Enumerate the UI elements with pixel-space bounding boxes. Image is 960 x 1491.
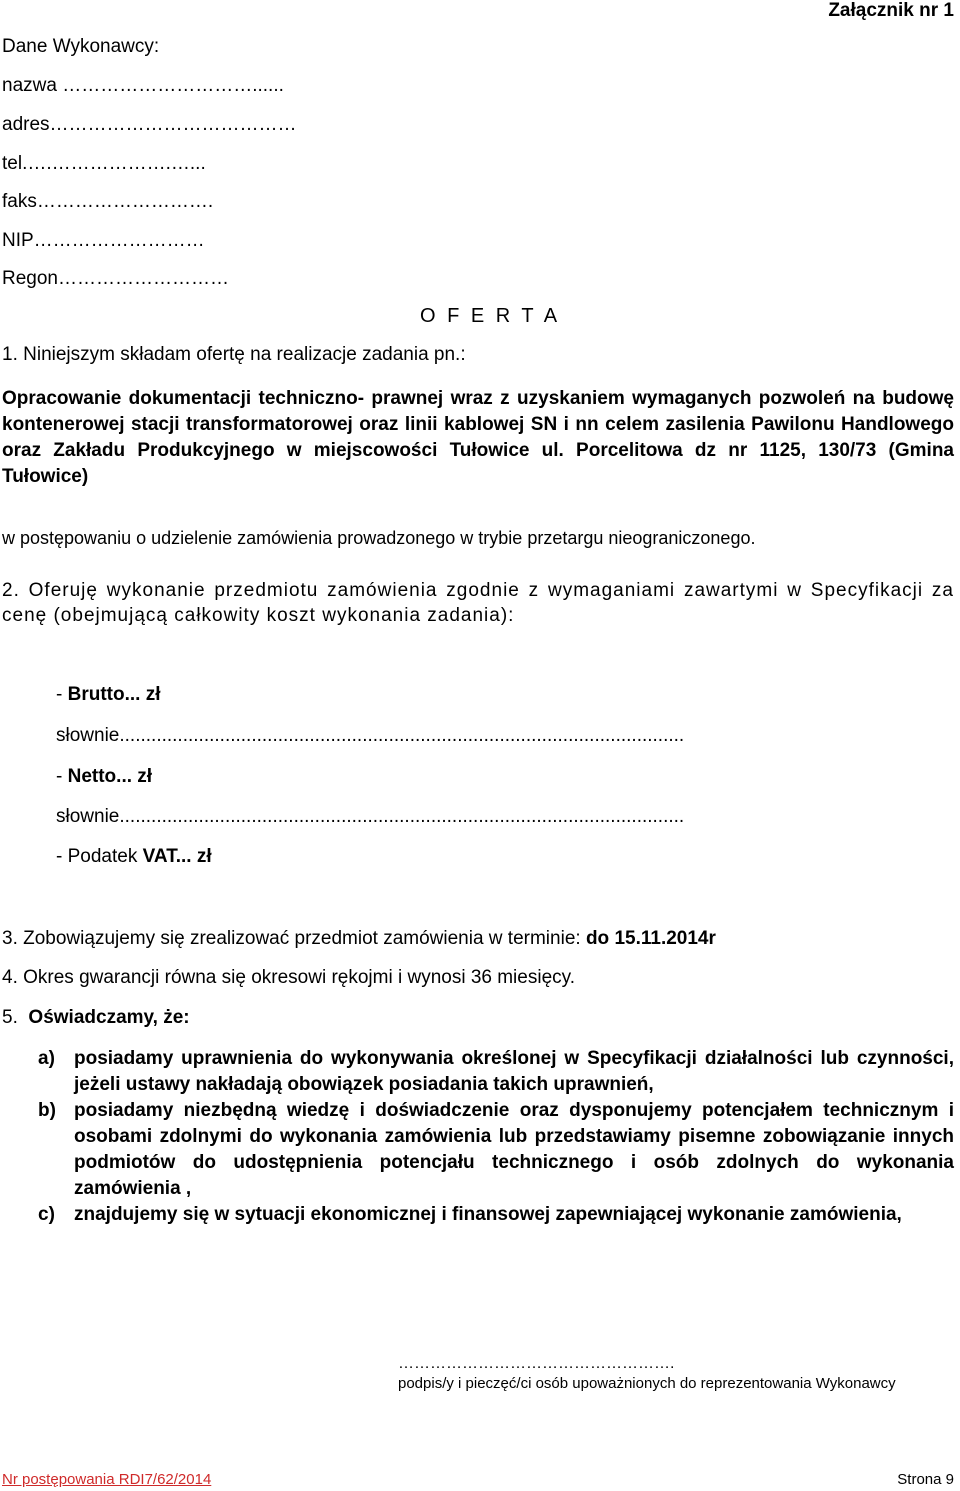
statement-text: posiadamy uprawnienia do wykonywania określonej w Specyfikacji działalności lub czynności, jeżeli ustawy nakładają obowiązek posiadania takich uprawnień, (74, 1048, 954, 1095)
vat-dash: - (56, 846, 63, 867)
statement-item (38, 1098, 954, 1202)
net-dots: ... zł (116, 766, 153, 787)
gross-label: Brutto (67, 684, 125, 705)
offer-item-3 (2, 928, 716, 950)
vat-dots: ... zł (175, 846, 212, 867)
item-5-number: 5. (2, 1007, 18, 1028)
statement-letter: b) (38, 1100, 56, 1121)
contractor-regon-line: Regon……………………… (2, 268, 229, 289)
footer-page-number: Strona 9 (897, 1471, 954, 1488)
net-price-line (56, 766, 152, 788)
offer-subject-text: Opracowanie dokumentacji techniczno- prawnej wraz z uzyskaniem wymaganych pozwoleń na budowę kontenerowej stacji transformatorowej oraz linii kablowej SN i nn celem zasilenia Pawilonu Handlowego oraz Zakładu Produkcyjnego w miejscowości Tułowice ul. Porcelitowa dz nr 1125, 130/73 (Gmina Tułowice) (2, 388, 954, 487)
item-3-date: do 15.11.2014r (585, 928, 716, 949)
signature-label: podpis/y i pieczęć/ci osób upoważnionych do reprezentowania Wykonawcy (398, 1375, 896, 1392)
contractor-fax-line: faks………………………. (2, 191, 214, 212)
net-label: Netto (67, 766, 117, 787)
item-3-text: 3. Zobowiązujemy się zrealizować przedmiot zamówienia w terminie: (2, 928, 581, 949)
statement-item (38, 1046, 954, 1098)
offer-title: O F E R T A (420, 305, 561, 327)
statement-text: znajdujemy się w sytuacji ekonomicznej i finansowej zapewniającej wykonanie zamówienia, (74, 1204, 902, 1225)
attachment-label: Załącznik nr 1 (828, 0, 954, 21)
statements-list (38, 1046, 954, 1228)
statement-letter: a) (38, 1048, 55, 1069)
gross-words-line: słownie........................................................................................................... (56, 725, 685, 746)
gross-dots: ... zł (124, 684, 161, 705)
gross-price-line (56, 684, 161, 706)
offer-item-2: 2. Oferuję wykonanie przedmiotu zamówienia zgodnie z wymaganiami zawartymi w Specyfikacji za cenę (obejmującą całkowity koszt wykonania zadania): (2, 580, 954, 626)
vat-price-line (56, 846, 212, 868)
offer-item-4: 4. Okres gwarancji równa się okresowi rękojmi i wynosi 36 miesięcy. (2, 967, 576, 988)
statement-letter: c) (38, 1204, 55, 1225)
contractor-phone-line: tel.….……………….…... (2, 153, 206, 174)
contractor-nip-line: NIP……………………… (2, 230, 205, 251)
offer-subject (2, 386, 954, 490)
offer-item-5 (2, 1007, 190, 1029)
contractor-heading: Dane Wykonawcy: (2, 36, 160, 57)
offer-procedure: w postępowaniu o udzielenie zamówienia prowadzonego w trybie przetargu nieograniczonego. (2, 528, 756, 548)
vat-label-bold: VAT (142, 846, 176, 867)
vat-label-normal: Podatek (67, 846, 138, 867)
gross-dash: - (56, 684, 63, 705)
statement-item (38, 1202, 954, 1228)
net-words-line: słownie........................................................................................................... (56, 806, 685, 827)
contractor-name-line: nazwa …………………………...... (2, 75, 284, 96)
contractor-address-line: adres………………………………… (2, 114, 297, 135)
offer-item-1: 1. Niniejszym składam ofertę na realizacje zadania pn.: (2, 344, 466, 365)
footer-reference-link[interactable]: Nr postępowania RDI7/62/2014 (2, 1471, 212, 1488)
item-5-label: Oświadczamy, że: (28, 1007, 190, 1028)
net-dash: - (56, 766, 63, 787)
statement-text: posiadamy niezbędną wiedzę i doświadczenie oraz dysponujemy potencjałem technicznym i osobami zdolnymi do wykonania zamówienia lub przedstawiamy pisemne zobowiązanie innych podmiotów do udostępnienia potencjału technicznego i osób zdolnych do wykonania zamówienia , (74, 1100, 954, 1199)
signature-dots: ……………………………………………. (398, 1355, 675, 1372)
